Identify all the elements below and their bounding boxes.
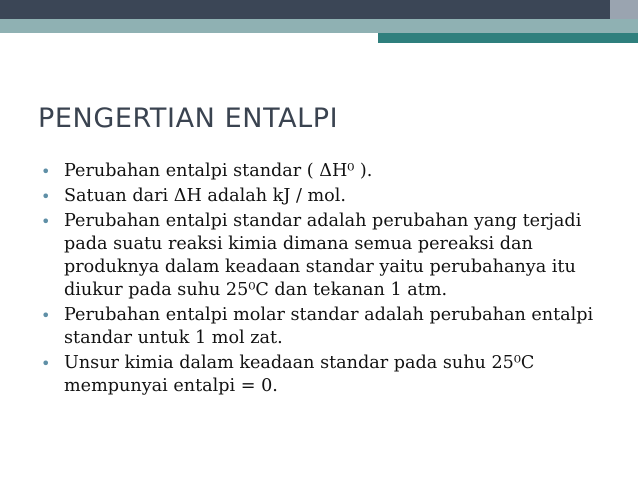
bullet-text: Perubahan entalpi standar ( ΔH⁰ ). xyxy=(64,161,373,181)
bullet-text: Perubahan entalpi standar adalah perubahan yang terjadi pada suatu reaksi kimia dimana semua pereaksi dan produknya dalam keadaan standar yaitu perubahanya itu diukur pada suhu 25⁰C dan tekanan 1 atm. xyxy=(64,211,582,300)
header-bar-corner xyxy=(610,0,638,19)
header-bar xyxy=(0,0,638,19)
header-accent-band xyxy=(0,19,638,33)
bullet-item xyxy=(41,185,621,208)
bullet-dot-icon: • xyxy=(41,162,51,181)
bullet-dot-icon: • xyxy=(41,354,51,373)
bullet-dot-icon: • xyxy=(41,212,51,231)
bullet-text: Satuan dari ΔH adalah kJ / mol. xyxy=(64,186,346,206)
slide-title: PENGERTIAN ENTALPI xyxy=(38,103,339,134)
bullet-dot-icon: • xyxy=(41,306,51,325)
bullet-item xyxy=(41,160,621,183)
bullet-item xyxy=(41,210,621,302)
header-accent-teal xyxy=(378,33,638,43)
bullet-text: Unsur kimia dalam keadaan standar pada suhu 25⁰C mempunyai entalpi = 0. xyxy=(64,353,535,396)
bullet-item xyxy=(41,304,621,350)
bullet-item xyxy=(41,352,621,398)
bullet-list xyxy=(41,160,621,400)
bullet-dot-icon: • xyxy=(41,187,51,206)
bullet-text: Perubahan entalpi molar standar adalah perubahan entalpi standar untuk 1 mol zat. xyxy=(64,305,594,348)
